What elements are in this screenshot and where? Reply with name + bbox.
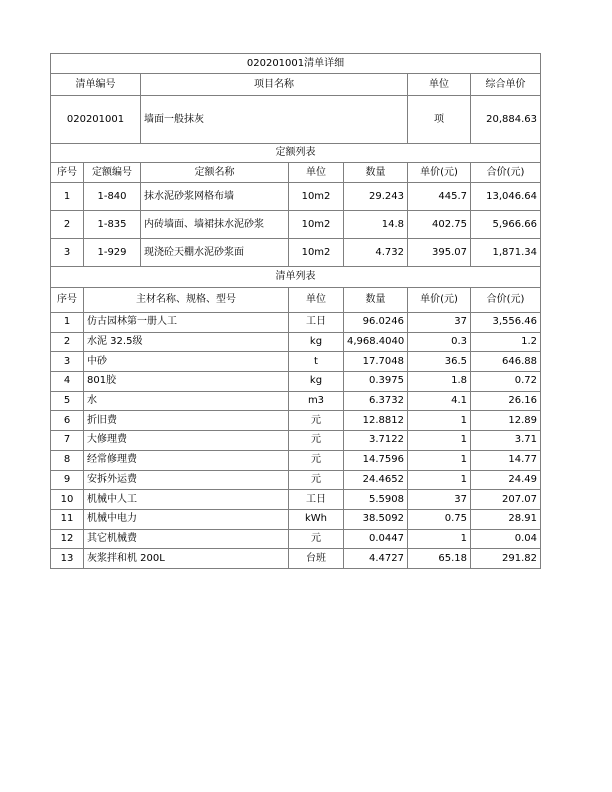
material-row-unit: 台班	[289, 549, 344, 569]
material-row-name: 中砂	[84, 352, 289, 372]
material-row-qty: 6.3732	[344, 391, 408, 411]
material-header-total: 合价(元)	[471, 288, 541, 313]
material-row-name: 机械中电力	[84, 509, 289, 529]
material-row-unit: 工日	[289, 313, 344, 333]
material-row-qty: 12.8812	[344, 411, 408, 431]
material-row	[51, 470, 541, 490]
quota-row-unit: 10m2	[289, 183, 344, 211]
material-row-qty: 0.0447	[344, 529, 408, 549]
quota-header-row	[51, 163, 541, 183]
material-row	[51, 352, 541, 372]
material-row-name: 水泥 32.5级	[84, 332, 289, 352]
material-row	[51, 411, 541, 431]
quota-row-code: 1-929	[84, 239, 141, 267]
material-row	[51, 313, 541, 333]
material-row-total: 207.07	[471, 490, 541, 510]
material-row-qty: 14.7596	[344, 450, 408, 470]
material-row-total: 646.88	[471, 352, 541, 372]
material-row-qty: 3.7122	[344, 431, 408, 451]
material-header-name: 主材名称、规格、型号	[84, 288, 289, 313]
material-row-unit-price: 0.3	[408, 332, 471, 352]
quota-row-name: 抹水泥砂浆网格布墙	[141, 183, 289, 211]
material-row-name: 安拆外运费	[84, 470, 289, 490]
material-row-unit: m3	[289, 391, 344, 411]
material-row-total: 3.71	[471, 431, 541, 451]
quota-row	[51, 183, 541, 211]
material-row-name: 经常修理费	[84, 450, 289, 470]
material-section-title-row	[51, 267, 541, 288]
quota-row-code: 1-840	[84, 183, 141, 211]
detail-table	[50, 53, 541, 569]
quota-row-qty: 29.243	[344, 183, 408, 211]
material-row-name: 水	[84, 391, 289, 411]
material-row-total: 12.89	[471, 411, 541, 431]
material-row	[51, 391, 541, 411]
quota-row-name: 现浇砼天棚水泥砂浆面	[141, 239, 289, 267]
material-row-unit-price: 37	[408, 313, 471, 333]
material-row-qty: 4.4727	[344, 549, 408, 569]
material-row-unit-price: 0.75	[408, 509, 471, 529]
quota-row-seq: 2	[51, 211, 84, 239]
list-header-unit: 单位	[408, 74, 471, 96]
quota-row-unit-price: 395.07	[408, 239, 471, 267]
material-row-name: 折旧费	[84, 411, 289, 431]
material-row-qty: 4,968.4040	[344, 332, 408, 352]
material-row-unit: 元	[289, 450, 344, 470]
material-row-total: 0.72	[471, 372, 541, 392]
quota-row-qty: 14.8	[344, 211, 408, 239]
quota-row-total: 1,871.34	[471, 239, 541, 267]
material-header-unit: 单位	[289, 288, 344, 313]
material-row-seq: 9	[51, 470, 84, 490]
quota-row-seq: 1	[51, 183, 84, 211]
material-row-seq: 6	[51, 411, 84, 431]
quota-row-total: 13,046.64	[471, 183, 541, 211]
quota-row-code: 1-835	[84, 211, 141, 239]
material-row-seq: 8	[51, 450, 84, 470]
list-header-code: 清单编号	[51, 74, 141, 96]
quota-header-name: 定额名称	[141, 163, 289, 183]
quota-row-name: 内砖墙面、墙裙抹水泥砂浆	[141, 211, 289, 239]
material-row-name: 机械中人工	[84, 490, 289, 510]
quota-header-code: 定额编号	[84, 163, 141, 183]
material-row	[51, 509, 541, 529]
doc-title: 020201001清单详细	[51, 54, 541, 74]
material-row-seq: 7	[51, 431, 84, 451]
material-row-unit: 元	[289, 529, 344, 549]
material-row-seq: 4	[51, 372, 84, 392]
material-row-unit: kg	[289, 332, 344, 352]
material-row-total: 28.91	[471, 509, 541, 529]
quota-row-unit-price: 445.7	[408, 183, 471, 211]
material-row-unit-price: 1	[408, 431, 471, 451]
material-header-seq: 序号	[51, 288, 84, 313]
list-item-price: 20,884.63	[471, 96, 541, 144]
material-row-total: 26.16	[471, 391, 541, 411]
material-row-total: 0.04	[471, 529, 541, 549]
material-header-qty: 数量	[344, 288, 408, 313]
quota-section-title-row	[51, 144, 541, 163]
material-row-seq: 11	[51, 509, 84, 529]
material-header-row	[51, 288, 541, 313]
list-item-code: 020201001	[51, 96, 141, 144]
quota-row-qty: 4.732	[344, 239, 408, 267]
material-row	[51, 549, 541, 569]
material-row-unit-price: 4.1	[408, 391, 471, 411]
material-row-name: 801胶	[84, 372, 289, 392]
material-row	[51, 431, 541, 451]
material-row-qty: 17.7048	[344, 352, 408, 372]
title-row	[51, 54, 541, 74]
material-row-qty: 24.4652	[344, 470, 408, 490]
material-row-name: 大修理费	[84, 431, 289, 451]
material-header-unit-price: 单价(元)	[408, 288, 471, 313]
quota-row-total: 5,966.66	[471, 211, 541, 239]
material-row-total: 291.82	[471, 549, 541, 569]
material-row-total: 24.49	[471, 470, 541, 490]
list-item-unit: 项	[408, 96, 471, 144]
material-row-unit-price: 1	[408, 411, 471, 431]
material-row-unit: 工日	[289, 490, 344, 510]
material-row-unit-price: 37	[408, 490, 471, 510]
list-item-name: 墙面一般抹灰	[141, 96, 408, 144]
material-row-unit-price: 1	[408, 450, 471, 470]
quota-row-unit: 10m2	[289, 239, 344, 267]
material-row-total: 3,556.46	[471, 313, 541, 333]
list-item-row	[51, 96, 541, 144]
material-row-total: 1.2	[471, 332, 541, 352]
quota-header-qty: 数量	[344, 163, 408, 183]
material-row-seq: 13	[51, 549, 84, 569]
material-row	[51, 490, 541, 510]
quota-header-unit-price: 单价(元)	[408, 163, 471, 183]
material-row-unit-price: 36.5	[408, 352, 471, 372]
material-row-qty: 38.5092	[344, 509, 408, 529]
list-header-name: 项目名称	[141, 74, 408, 96]
material-row	[51, 372, 541, 392]
material-row	[51, 529, 541, 549]
material-row-unit: t	[289, 352, 344, 372]
quota-row-unit: 10m2	[289, 211, 344, 239]
quota-header-seq: 序号	[51, 163, 84, 183]
quota-header-unit: 单位	[289, 163, 344, 183]
material-row	[51, 332, 541, 352]
material-row-unit-price: 1	[408, 529, 471, 549]
material-row-seq: 3	[51, 352, 84, 372]
material-row-seq: 5	[51, 391, 84, 411]
quota-header-total: 合价(元)	[471, 163, 541, 183]
quota-row-seq: 3	[51, 239, 84, 267]
material-row-unit-price: 65.18	[408, 549, 471, 569]
material-row-unit: 元	[289, 431, 344, 451]
material-row-unit-price: 1	[408, 470, 471, 490]
quota-section-title: 定额列表	[51, 144, 541, 163]
material-row-seq: 2	[51, 332, 84, 352]
list-header-row	[51, 74, 541, 96]
material-row-unit: 元	[289, 411, 344, 431]
material-row-total: 14.77	[471, 450, 541, 470]
material-row-qty: 96.0246	[344, 313, 408, 333]
material-row-unit: kWh	[289, 509, 344, 529]
quota-row-unit-price: 402.75	[408, 211, 471, 239]
material-row-unit: kg	[289, 372, 344, 392]
material-row-name: 其它机械费	[84, 529, 289, 549]
material-row	[51, 450, 541, 470]
material-row-seq: 10	[51, 490, 84, 510]
material-row-qty: 0.3975	[344, 372, 408, 392]
material-row-unit-price: 1.8	[408, 372, 471, 392]
material-row-seq: 12	[51, 529, 84, 549]
material-row-unit: 元	[289, 470, 344, 490]
list-header-price: 综合单价	[471, 74, 541, 96]
material-section-title: 清单列表	[51, 267, 541, 288]
material-row-name: 仿古园林第一册人工	[84, 313, 289, 333]
quota-row	[51, 211, 541, 239]
material-row-name: 灰浆拌和机 200L	[84, 549, 289, 569]
material-row-seq: 1	[51, 313, 84, 333]
quota-row	[51, 239, 541, 267]
material-row-qty: 5.5908	[344, 490, 408, 510]
